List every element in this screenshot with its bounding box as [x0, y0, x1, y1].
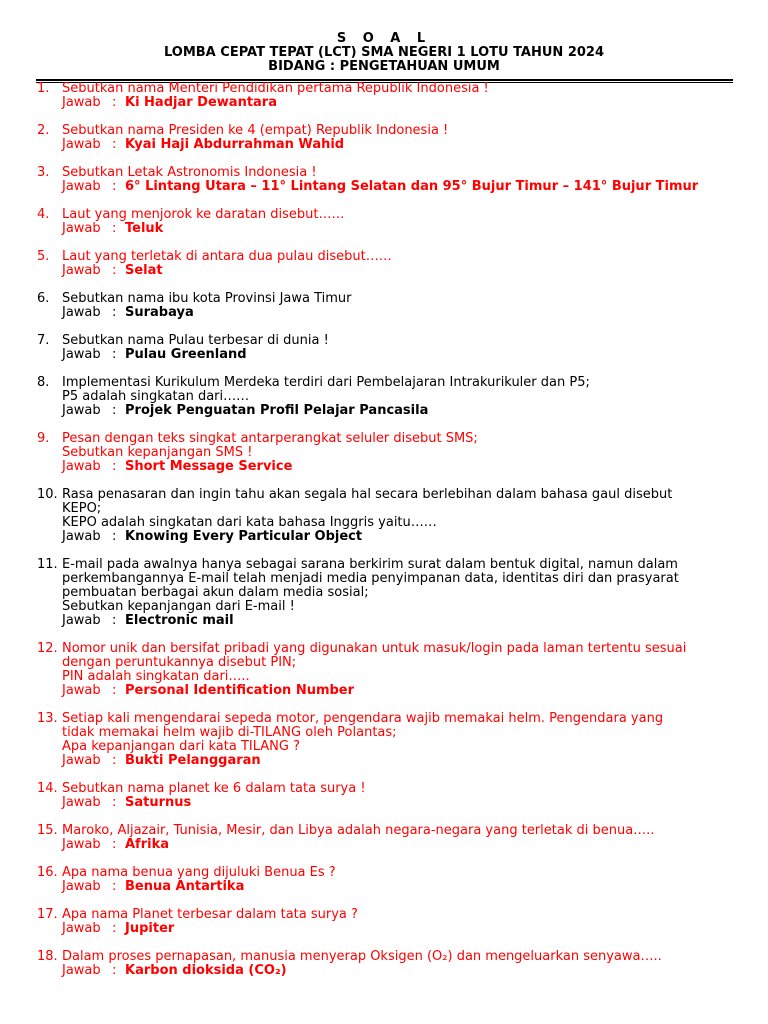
answer-line	[62, 348, 737, 362]
question-number: 10.	[37, 487, 58, 502]
answer-line	[62, 684, 737, 698]
answer-line	[62, 460, 737, 474]
question-item	[37, 208, 737, 236]
document-header	[0, 0, 768, 74]
answer-text: Pulau Greenland	[125, 347, 247, 362]
question-text: Nomor unik dan bersifat pribadi yang digunakan untuk masuk/login pada laman tertentu sesuai	[62, 641, 687, 656]
question-text: Rasa penasaran dan ingin tahu akan segala hal secara berlebihan dalam bahasa gaul disebut	[62, 487, 673, 502]
answer-line	[62, 838, 737, 852]
answer-line	[62, 796, 737, 810]
question-number: 5.	[37, 249, 50, 264]
answer-text: Knowing Every Particular Object	[125, 529, 363, 544]
question-text: Laut yang menjorok ke daratan disebut……	[62, 207, 345, 222]
answer-label: Jawab	[62, 683, 101, 698]
question-text: perkembangannya E-mail telah menjadi media penyimpanan data, identitas diri dan prasyarat	[62, 571, 679, 586]
question-number: 6.	[37, 291, 50, 306]
answer-text: Saturnus	[125, 795, 192, 810]
header-bidang: BIDANG : PENGETAHUAN UMUM	[268, 59, 500, 74]
header-title: LOMBA CEPAT TEPAT (LCT) SMA NEGERI 1 LOTU TAHUN 2024	[163, 45, 605, 60]
answer-line	[62, 264, 737, 278]
answer-colon: :	[112, 403, 117, 418]
question-text: Apa nama benua yang dijuluki Benua Es ?	[62, 865, 336, 880]
question-text: KEPO adalah singkatan dari kata bahasa Inggris yaitu……	[62, 515, 437, 530]
answer-colon: :	[112, 95, 117, 110]
question-text: Maroko, Aljazair, Tunisia, Mesir, dan Libya adalah negara-negara yang terletak di benua…..	[62, 823, 655, 838]
question-text: E-mail pada awalnya hanya sebagai sarana berkirim surat dalam bentuk digital, namun dalam	[62, 557, 678, 572]
question-number: 11.	[37, 557, 58, 572]
header-soal: S O A L	[336, 31, 432, 46]
answer-line	[62, 306, 737, 320]
answer-colon: :	[112, 221, 117, 236]
question-item	[37, 124, 737, 152]
question-text: Setiap kali mengendarai sepeda motor, pengendara wajib memakai helm. Pengendara yang	[62, 711, 664, 726]
answer-line	[62, 754, 737, 768]
question-text: Sebutkan nama planet ke 6 dalam tata surya !	[62, 781, 366, 796]
answer-label: Jawab	[62, 795, 101, 810]
answer-label: Jawab	[62, 613, 101, 628]
answer-colon: :	[112, 137, 117, 152]
answer-colon: :	[112, 683, 117, 698]
answer-line	[62, 96, 737, 110]
question-text: Sebutkan Letak Astronomis Indonesia !	[62, 165, 317, 180]
answer-label: Jawab	[62, 459, 101, 474]
answer-colon: :	[112, 305, 117, 320]
question-number: 8.	[37, 375, 50, 390]
answer-colon: :	[112, 179, 117, 194]
question-item	[37, 82, 737, 110]
question-item	[37, 908, 737, 936]
answer-label: Jawab	[62, 403, 101, 418]
question-number: 4.	[37, 207, 50, 222]
question-item	[37, 166, 737, 194]
answer-text: Teluk	[125, 221, 164, 236]
answer-colon: :	[112, 347, 117, 362]
answer-label: Jawab	[62, 263, 101, 278]
answer-text: Kyai Haji Abdurrahman Wahid	[125, 137, 345, 152]
question-text: tidak memakai helm wajib di-TILANG oleh Polantas;	[62, 725, 397, 740]
question-item	[37, 334, 737, 362]
question-number: 7.	[37, 333, 50, 348]
answer-line	[62, 614, 737, 628]
question-item	[37, 950, 737, 978]
question-item	[37, 292, 737, 320]
question-text: KEPO;	[62, 501, 102, 516]
answer-line	[62, 964, 737, 978]
answer-colon: :	[112, 879, 117, 894]
question-number: 2.	[37, 123, 50, 138]
answer-text: Surabaya	[125, 305, 194, 320]
answer-text: Ki Hadjar Dewantara	[125, 95, 277, 110]
answer-text: Projek Penguatan Profil Pelajar Pancasila	[125, 403, 429, 418]
answer-line	[62, 880, 737, 894]
question-text: P5 adalah singkatan dari……	[62, 389, 250, 404]
answer-text: Benua Antartika	[125, 879, 245, 894]
answer-line	[62, 222, 737, 236]
answer-label: Jawab	[62, 305, 101, 320]
question-number: 16.	[37, 865, 58, 880]
answer-text: Electronic mail	[125, 613, 234, 628]
question-item	[37, 642, 737, 698]
answer-colon: :	[112, 963, 117, 978]
answer-colon: :	[112, 613, 117, 628]
answer-line	[62, 404, 737, 418]
answer-colon: :	[112, 529, 117, 544]
question-text: pembuatan berbagai akun dalam media sosial;	[62, 585, 369, 600]
answer-label: Jawab	[62, 137, 101, 152]
question-text: Sebutkan kepanjangan SMS !	[62, 445, 253, 460]
answer-label: Jawab	[62, 837, 101, 852]
question-text: Sebutkan kepanjangan dari E-mail !	[62, 599, 295, 614]
answer-colon: :	[112, 753, 117, 768]
question-item	[37, 558, 737, 628]
question-item	[37, 824, 737, 852]
answer-text: Bukti Pelanggaran	[125, 753, 261, 768]
question-text: Dalam proses pernapasan, manusia menyerap Oksigen (O₂) dan mengeluarkan senyawa…..	[62, 949, 662, 964]
question-text: Sebutkan nama Presiden ke 4 (empat) Republik Indonesia !	[62, 123, 449, 138]
question-item	[37, 866, 737, 894]
answer-label: Jawab	[62, 963, 101, 978]
answer-line	[62, 180, 737, 194]
question-text: PIN adalah singkatan dari…..	[62, 669, 250, 684]
answer-text: Afrika	[125, 837, 170, 852]
question-item	[37, 488, 737, 544]
answer-label: Jawab	[62, 95, 101, 110]
answer-colon: :	[112, 795, 117, 810]
question-number: 17.	[37, 907, 58, 922]
question-number: 1.	[37, 81, 50, 96]
question-number: 3.	[37, 165, 50, 180]
answer-line	[62, 922, 737, 936]
question-item	[37, 376, 737, 418]
question-text: Sebutkan nama ibu kota Provinsi Jawa Timur	[62, 291, 352, 306]
answer-label: Jawab	[62, 347, 101, 362]
answer-label: Jawab	[62, 753, 101, 768]
answer-text: 6° Lintang Utara – 11° Lintang Selatan dan 95° Bujur Timur – 141° Bujur Timur	[125, 179, 699, 194]
answer-colon: :	[112, 459, 117, 474]
question-text: dengan peruntukannya disebut PIN;	[62, 655, 297, 670]
question-text: Sebutkan nama Menteri Pendidikan pertama Republik Indonesia !	[62, 81, 489, 96]
answer-text: Selat	[125, 263, 163, 278]
answer-line	[62, 138, 737, 152]
question-text: Apa nama Planet terbesar dalam tata surya ?	[62, 907, 358, 922]
answer-colon: :	[112, 921, 117, 936]
answer-label: Jawab	[62, 221, 101, 236]
question-item	[37, 782, 737, 810]
answer-label: Jawab	[62, 179, 101, 194]
answer-text: Short Message Service	[125, 459, 293, 474]
question-text: Sebutkan nama Pulau terbesar di dunia !	[62, 333, 329, 348]
question-list	[37, 82, 737, 992]
question-item	[37, 250, 737, 278]
answer-text: Karbon dioksida (CO₂)	[125, 963, 287, 978]
answer-label: Jawab	[62, 879, 101, 894]
answer-label: Jawab	[62, 921, 101, 936]
answer-line	[62, 530, 737, 544]
answer-label: Jawab	[62, 529, 101, 544]
question-number: 9.	[37, 431, 50, 446]
answer-colon: :	[112, 837, 117, 852]
question-number: 15.	[37, 823, 58, 838]
question-text: Pesan dengan teks singkat antarperangkat seluler disebut SMS;	[62, 431, 478, 446]
question-item	[37, 432, 737, 474]
answer-text: Jupiter	[125, 921, 175, 936]
question-item	[37, 712, 737, 768]
question-text: Implementasi Kurikulum Merdeka terdiri dari Pembelajaran Intrakurikuler dan P5;	[62, 375, 590, 390]
question-text: Apa kepanjangan dari kata TILANG ?	[62, 739, 300, 754]
question-number: 14.	[37, 781, 58, 796]
question-number: 18.	[37, 949, 58, 964]
answer-text: Personal Identification Number	[125, 683, 355, 698]
question-number: 13.	[37, 711, 58, 726]
question-text: Laut yang terletak di antara dua pulau disebut……	[62, 249, 392, 264]
answer-colon: :	[112, 263, 117, 278]
question-number: 12.	[37, 641, 58, 656]
